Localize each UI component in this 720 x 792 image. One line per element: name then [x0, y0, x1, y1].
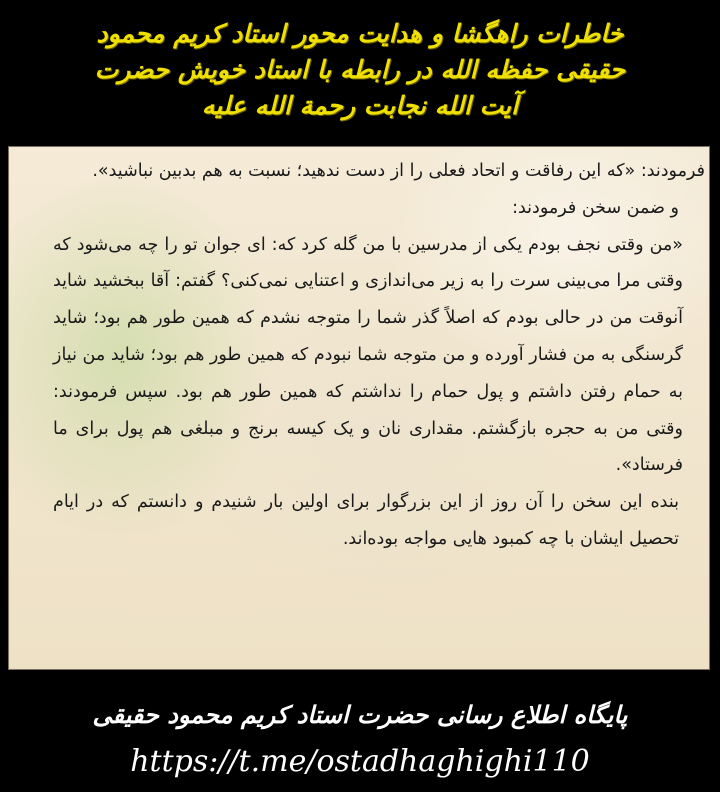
- header-banner: [0, 0, 720, 140]
- paragraph-3: «من وقتی نجف بودم یکی از مدرسین با من گله کرد که: ای جوان تو را چه می‌شود که وقتی مرا می‌بینی سرت را به زیر می‌اندازی و اعتنایی نمی‌کنی؟ گفتم: آقا ببخشید شاید آنوقت من در حالی بودم که اصلاً گذر شما را متوجه نشدم که همین طور هم بود؛ شاید گرسنگی به من فشار آورده و من متوجه شما نبودم که همین طور هم بود؛ شاید من نیاز به حمام رفتن داشتم و پول حمام را نداشتم که همین طور هم بود. سپس فرمودند: وقتی من به حجره بازگشتم. مقداری نان و یک کیسه برنج و مبلغی هم پول برای ما فرستاد».: [53, 234, 683, 476]
- footer-title: پایگاه اطلاع رسانی حضرت استاد کریم محمود حقیقی: [92, 700, 628, 729]
- text-panel: [8, 146, 710, 670]
- footer: [0, 680, 720, 792]
- telegram-link[interactable]: https://t.me/ostadhaghighi110: [130, 744, 590, 779]
- paragraph-1: فرمودند: «که این رفاقت و اتحاد فعلی را از دست ندهید؛ نسبت به هم بدبین نباشید».: [92, 161, 705, 181]
- header-title-line-1: خاطرات راهگشا و هدایت محور استاد کریم محمود: [96, 19, 624, 48]
- quote-text: [53, 153, 705, 558]
- header-title-line-2: حقیقی حفظه الله در رابطه با استاد خویش حضرت: [94, 55, 626, 84]
- paragraph-2: و ضمن سخن فرمودند:: [512, 197, 679, 218]
- header-title-line-3: آیت الله نجابت رحمة الله علیه: [201, 91, 519, 120]
- paragraph-4: بنده این سخن را آن روز از این بزرگوار برای اولین بار شنیدم و دانستم که در ایام تحصیل ایشان با چه کمبود هایی مواجه بوده‌اند.: [53, 492, 679, 549]
